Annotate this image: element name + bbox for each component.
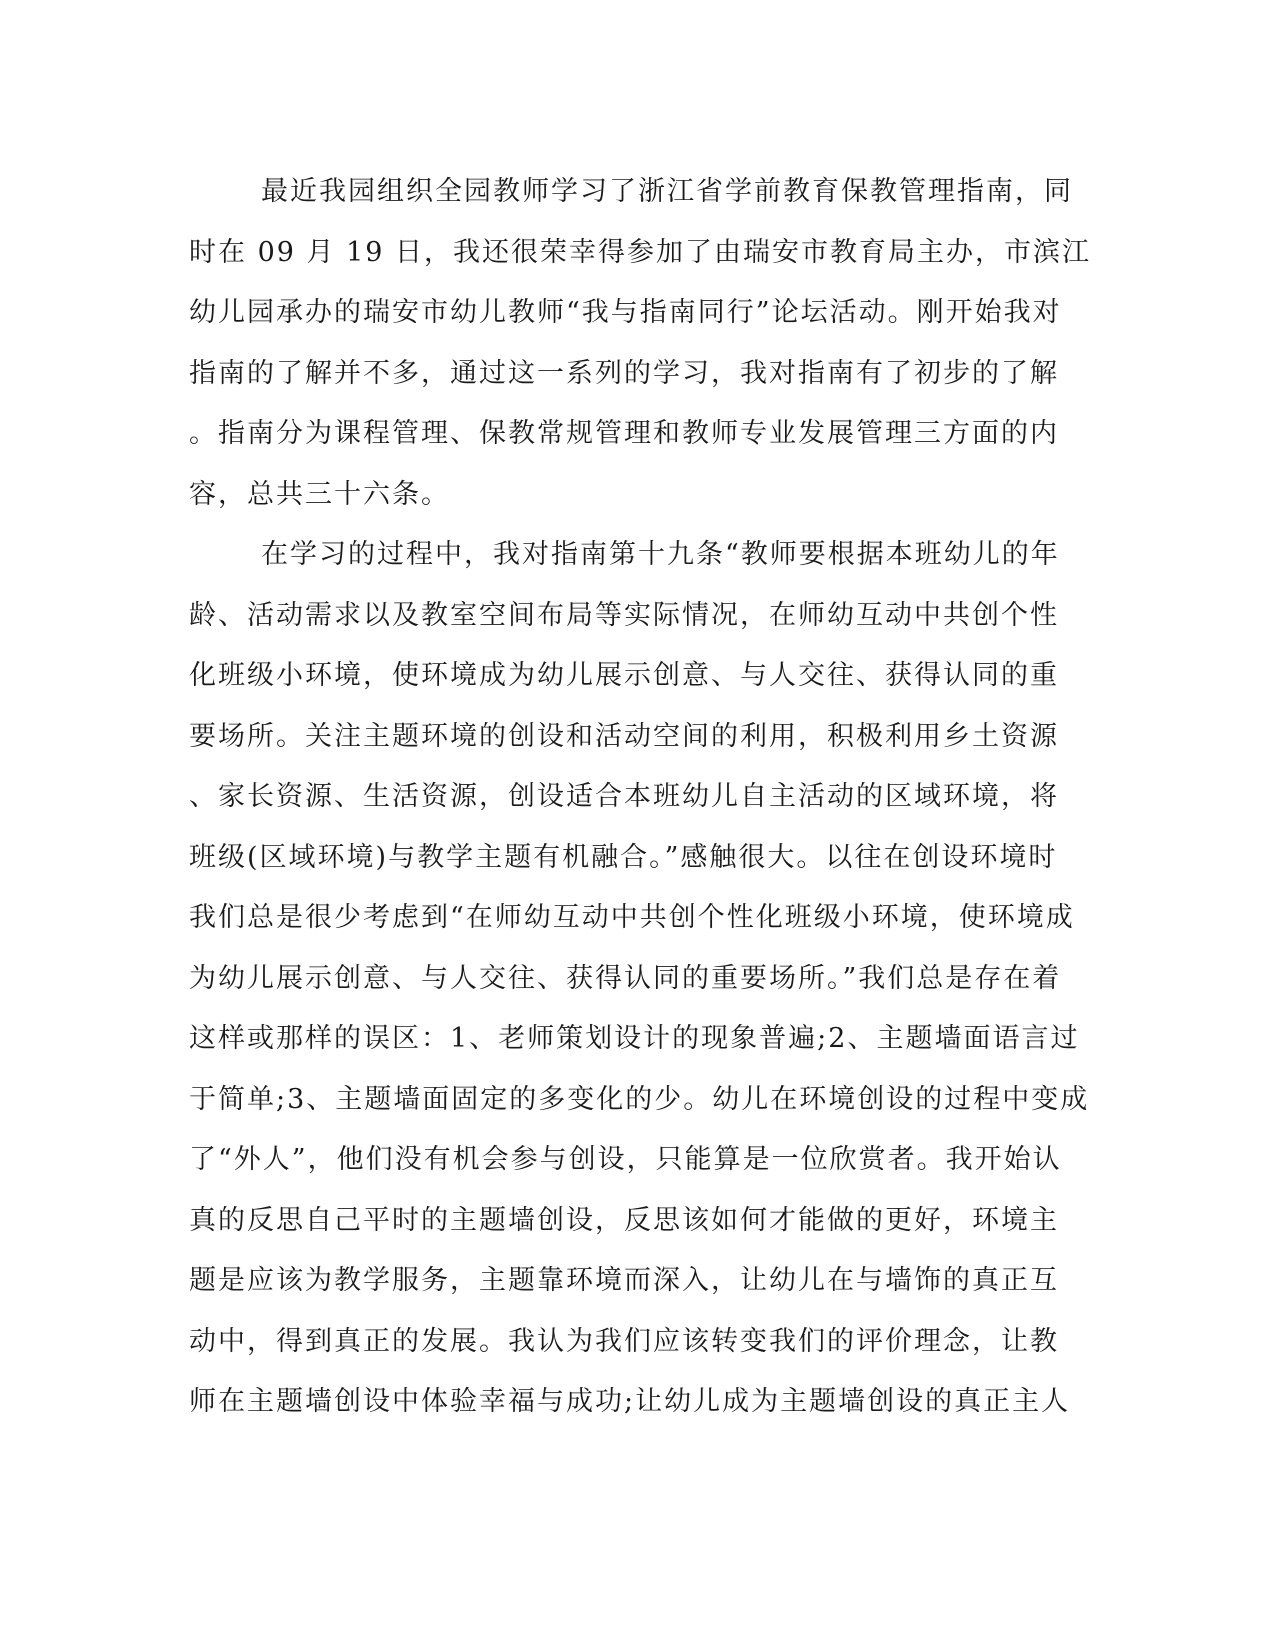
paragraph-line: 容，总共三十六条。 [189, 478, 450, 510]
paragraph-line: 真的反思自己平时的主题墙创设，反思该如何才能做的更好，环境主 [189, 1204, 1059, 1236]
paragraph-line: 指南的了解并不多，通过这一系列的学习，我对指南有了初步的了解 [189, 357, 1059, 389]
paragraph-line: 龄、活动需求以及教室空间布局等实际情况，在师幼互动中共创个性 [189, 599, 1059, 631]
paragraph-line: 为幼儿展示创意、与人交往、获得认同的重要场所。”我们总是存在着 [189, 962, 1062, 994]
paragraph-line: 幼儿园承办的瑞安市幼儿教师“我与指南同行”论坛活动。刚开始我对 [189, 297, 1062, 328]
paragraph-line: 于简单;3、主题墙面固定的多变化的少。幼儿在环境创设的过程中变成 [189, 1083, 1090, 1115]
paragraph-line: 题是应该为教学服务，主题靠环境而深入，让幼儿在与墙饰的真正互 [189, 1265, 1059, 1296]
paragraph-line: 、家长资源、生活资源，创设适合本班幼儿自主活动的区域环境，将 [189, 781, 1059, 812]
paragraph-line: 在学习的过程中，我对指南第十九条“教师要根据本班幼儿的年 [261, 539, 1060, 570]
body-text [189, 162, 1092, 1433]
paragraph-line: 班级(区域环境)与教学主题有机融合。”感触很大。以往在创设环境时 [189, 841, 1058, 873]
paragraph-line: 我们总是很少考虑到“在师幼互动中共创个性化班级小环境，使环境成 [189, 902, 1075, 933]
paragraph-line: 最近我园组织全园教师学习了浙江省学前教育保教管理指南，同 [261, 176, 1073, 207]
paragraph-line: 。指南分为课程管理、保教常规管理和教师专业发展管理三方面的内 [189, 418, 1059, 449]
paragraph-line: 动中，得到真正的发展。我认为我们应该转变我们的评价理念，让教 [189, 1325, 1059, 1357]
paragraph-line: 时在 09 月 19 日，我还很荣幸得参加了由瑞安市教育局主办，市滨江 [189, 236, 1092, 268]
paragraph-line: 这样或那样的误区：1、老师策划设计的现象普遍;2、主题墙面语言过 [189, 1023, 1080, 1054]
paragraph-line: 要场所。关注主题环境的创设和活动空间的利用，积极利用乡土资源 [189, 720, 1059, 752]
paragraph-line: 化班级小环境，使环境成为幼儿展示创意、与人交往、获得认同的重 [189, 660, 1059, 691]
paragraph-line: 师在主题墙创设中体验幸福与成功;让幼儿成为主题墙创设的真正主人 [189, 1386, 1071, 1417]
paragraph-line: 了“外人”，他们没有机会参与创设，只能算是一位欣赏者。我开始认 [189, 1144, 1062, 1175]
